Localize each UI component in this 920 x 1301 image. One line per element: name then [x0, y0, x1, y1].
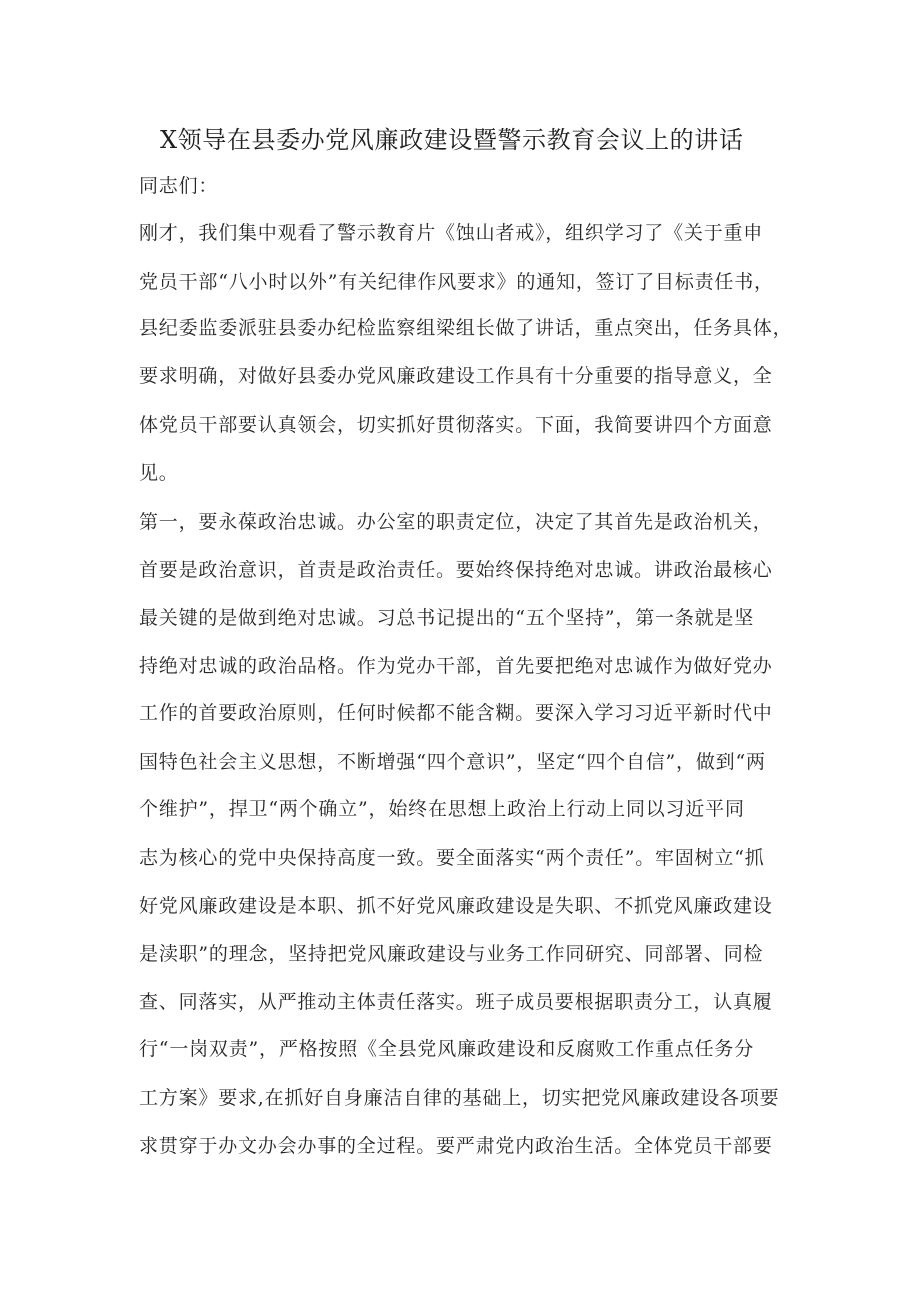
- body-line: 最关键的是做到绝对忠诚。习总书记提出的“五个坚持”，第一条就是坚: [139, 607, 755, 629]
- body-line: 首要是政治意识，首责是政治责任。要始终保持绝对忠诚。讲政治最核心: [139, 559, 773, 581]
- body-line: 刚才，我们集中观看了警示教育片《蚀山者戒》，组织学习了《关于重申: [139, 222, 764, 244]
- body-line: 个维护”，捍卫“两个确立”，始终在思想上政治上行动上同以习近平同: [139, 798, 745, 820]
- body-line: 见。: [139, 462, 179, 484]
- document-title: X领导在县委办党风廉政建设暨警示教育会议上的讲话: [160, 126, 744, 154]
- body-line: 要求明确，对做好县委办党风廉政建设工作具有十分重要的指导意义，全: [139, 365, 773, 387]
- salutation: 同志们：: [139, 175, 219, 197]
- body-line: 第一，要永葆政治忠诚。办公室的职责定位，决定了其首先是政治机关，: [139, 511, 773, 533]
- body-line: 查、同落实，从严推动主体责任落实。班子成员要根据职责分工，认真履: [139, 991, 773, 1013]
- body-line: 行“一岗双责”，严格按照《全县党风廉政建设和反腐败工作重点任务分: [139, 1038, 755, 1060]
- body-line: 持绝对忠诚的政治品格。作为党办干部，首先要把绝对忠诚作为做好党办: [139, 655, 773, 677]
- body-line: 是渎职”的理念，坚持把党风廉政建设与业务工作同研究、同部署、同检: [139, 943, 764, 965]
- body-line: 工作的首要政治原则，任何时候都不能含糊。要深入学习习近平新时代中: [139, 702, 773, 724]
- body-line: 好党风廉政建设是本职、抓不好党风廉政建设是失职、不抓党风廉政建设: [139, 895, 773, 917]
- body-line: 志为核心的党中央保持高度一致。要全面落实“两个责任”。牢固树立“抓: [139, 847, 765, 869]
- body-line: 体党员干部要认真领会，切实抓好贯彻落实。下面，我简要讲四个方面意: [139, 414, 773, 436]
- body-line: 国特色社会主义思想，不断增强“四个意识”，坚定“四个自信”，做到“两: [139, 751, 766, 773]
- body-line: 工方案》要求,在抓好自身廉洁自律的基础上，切实把党风廉政建设各项要: [139, 1087, 780, 1109]
- body-line: 县纪委监委派驻县委办纪检监察组梁组长做了讲话，重点突出，任务具体，: [139, 317, 793, 339]
- body-line: 求贯穿于办文办会办事的全过程。要严肃党内政治生活。全体党员干部要: [139, 1135, 773, 1157]
- body-line: 党员干部“八小时以外”有关纪律作风要求》的通知，签订了目标责任书，: [139, 271, 774, 293]
